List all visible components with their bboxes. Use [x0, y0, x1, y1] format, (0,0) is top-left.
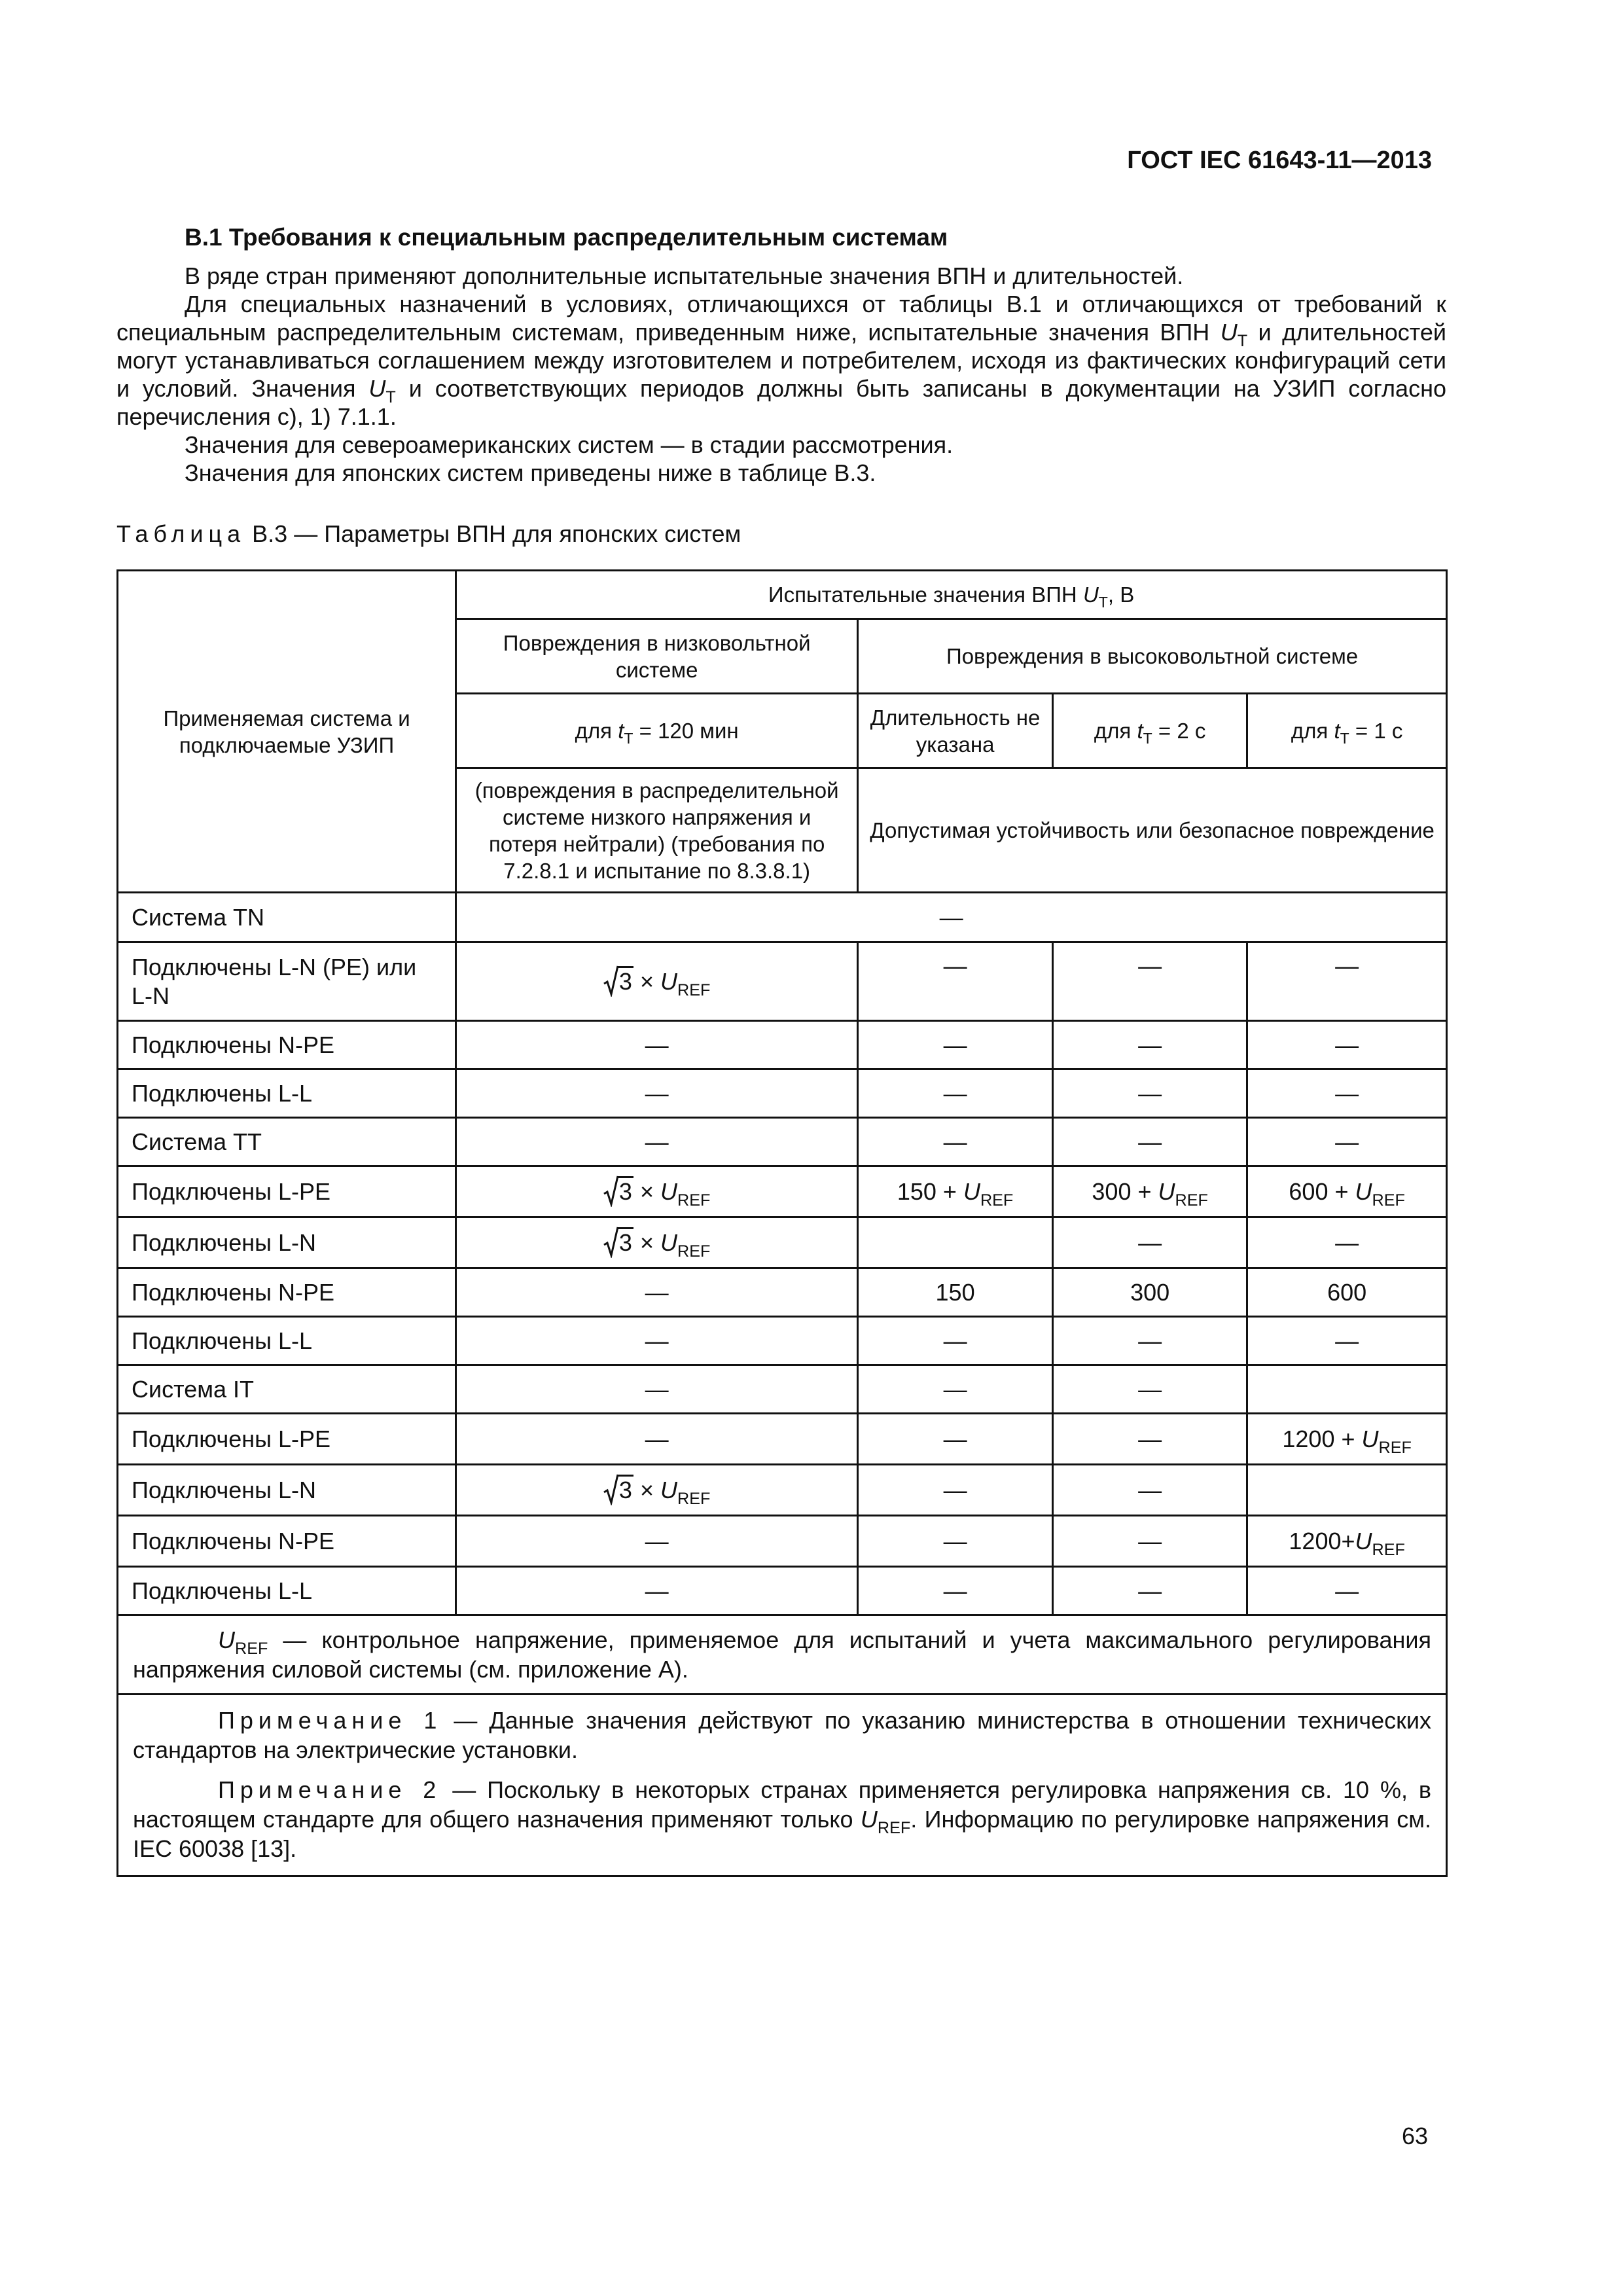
row-label: Подключены L-N — [118, 1465, 456, 1516]
row-label: Подключены L-N — [118, 1217, 456, 1268]
row-label: Подключены N-PE — [118, 1268, 456, 1317]
note-2: Примечание 2 — Поскольку в некоторых странах применяется регулировка напряжения св. 10 %, в настоящем стандарте для общего назначения применяют только $U_{REF}$. Информацию по регулировке напряжения см. IEC 60038 [13]. — [133, 1776, 1431, 1862]
cell-value: $1200 + U_{REF}$ — [1247, 1414, 1447, 1465]
cell-value: $1200+U_{REF}$ — [1247, 1516, 1447, 1567]
cell-value: — — [1052, 1317, 1247, 1365]
cell-value: — — [456, 1567, 858, 1615]
cell-value: — — [1052, 1567, 1247, 1615]
cell-value: — — [1052, 1365, 1247, 1414]
table-row — [118, 893, 1447, 942]
cell-value: — — [1052, 1516, 1247, 1567]
sqrt-symbol: 3 — [603, 1229, 633, 1257]
cell-value: — — [858, 942, 1053, 1021]
cell-empty — [1247, 1465, 1447, 1516]
table-caption: Таблица В.3 — Параметры ВПН для японских систем — [116, 520, 741, 547]
row-label: Подключены L-L — [118, 1069, 456, 1118]
table-row — [118, 1166, 1447, 1217]
table-row — [118, 1317, 1447, 1365]
row-label: Система IT — [118, 1365, 456, 1414]
header-low-voltage: Повреждения в низковольтной системе — [456, 619, 858, 694]
cell-value: — — [1052, 1465, 1247, 1516]
cell-value: — — [1247, 1118, 1447, 1166]
table-row — [118, 1268, 1447, 1317]
cell-value: $150 + U_{REF}$ — [858, 1166, 1053, 1217]
table-row — [118, 1516, 1447, 1567]
cell-empty — [858, 1217, 1053, 1268]
table-row — [118, 1567, 1447, 1615]
header-high-voltage: Повреждения в высоковольтной системе — [858, 619, 1447, 694]
table-row — [118, 1118, 1447, 1166]
cell-value: 600 — [1247, 1268, 1447, 1317]
cell-value: 300 — [1052, 1268, 1247, 1317]
header-system-column: Применяемая система и подключаемые УЗИП — [118, 571, 456, 893]
table-row — [118, 1069, 1447, 1118]
cell-value: — — [1247, 942, 1447, 1021]
cell-value: — — [1052, 1118, 1247, 1166]
table-row — [118, 1021, 1447, 1069]
cell-value: — — [858, 1021, 1053, 1069]
cell-value: — — [858, 1118, 1053, 1166]
cell-value: — — [858, 1516, 1053, 1567]
cell-value: — — [456, 1118, 858, 1166]
cell-empty — [1247, 1365, 1447, 1414]
uref-note: $U_{REF}$ — контрольное напряжение, применяемое для испытаний и учета максимального регулирования напряжения силовой системы (см. приложение А). — [118, 1615, 1447, 1695]
cell-formula: $3 \times U_{REF}$ — [456, 1465, 858, 1516]
header-t2: для $t_T = 2$ с — [1052, 694, 1247, 768]
header-t1: для $t_T = 1$ с — [1247, 694, 1447, 768]
cell-value: — — [858, 1365, 1053, 1414]
cell-value: — — [1247, 1217, 1447, 1268]
paragraph-1: В ряде стран применяют дополнительные испытательные значения ВПН и длительностей. — [185, 262, 1184, 289]
cell-value: — — [456, 1516, 858, 1567]
row-label: Подключены N-PE — [118, 1021, 456, 1069]
cell-value: — — [1247, 1317, 1447, 1365]
header-high-description: Допустимая устойчивость или безопасное повреждение — [858, 768, 1447, 893]
cell-value: — — [456, 893, 1447, 942]
cell-formula: $3 \times U_{REF}$ — [456, 1166, 858, 1217]
paragraph-2: Для специальных назначений в условиях, отличающихся от таблицы В.1 и отличающихся от требований к специальным распределительным системам, приведенным ниже, испытательные значения ВПН $U_T$ и длительностей могут устанавливаться соглашением между изготовителем и потребителем, исходя из фактических конфигураций сети и условий. Значения $U_T$ и соответствующих периодов должны быть записаны в документации на УЗИП согласно перечисления с), 1) 7.1.1. — [116, 291, 1446, 430]
sqrt-symbol: 3 — [603, 1178, 633, 1206]
cell-value: — — [858, 1414, 1053, 1465]
row-label: Подключены L-PE — [118, 1166, 456, 1217]
sqrt-symbol: 3 — [603, 968, 633, 996]
header-duration-unspecified: Длительность не указана — [858, 694, 1053, 768]
header-t120: для $t_T = 120$ мин — [456, 694, 858, 768]
table-row — [118, 1217, 1447, 1268]
cell-value: $300 + U_{REF}$ — [1052, 1166, 1247, 1217]
header-low-description: (повреждения в распределительной системе низкого напряжения и потеря нейтрали) (требования по 7.2.8.1 и испытание по 8.3.8.1) — [456, 768, 858, 893]
notes-row — [118, 1695, 1447, 1876]
section-title: В.1 Требования к специальным распределительным системам — [185, 224, 948, 251]
row-label: Подключены L-L — [118, 1567, 456, 1615]
table-row — [118, 1365, 1447, 1414]
cell-formula: $3 \times U_{REF}$ — [456, 1217, 858, 1268]
cell-value: 150 — [858, 1268, 1053, 1317]
table-row — [118, 1465, 1447, 1516]
cell-value: — — [456, 1365, 858, 1414]
cell-value: — — [858, 1465, 1053, 1516]
cell-value: — — [1247, 1021, 1447, 1069]
row-label: Подключены L-N (PE) или L-N — [118, 942, 456, 1021]
cell-value: — — [456, 1268, 858, 1317]
cell-value: — — [456, 1069, 858, 1118]
paragraph-4: Значения для японских систем приведены ниже в таблице В.3. — [185, 459, 876, 486]
row-label: Система TN — [118, 893, 456, 942]
cell-value: — — [858, 1069, 1053, 1118]
table-row — [118, 1414, 1447, 1465]
cell-value: — — [1247, 1069, 1447, 1118]
cell-value: — — [858, 1567, 1053, 1615]
document-code-header: ГОСТ IEC 61643-11—2013 — [1127, 147, 1432, 174]
cell-value: — — [1052, 942, 1247, 1021]
cell-value: — — [1052, 1414, 1247, 1465]
row-label: Система TT — [118, 1118, 456, 1166]
cell-value: — — [1247, 1567, 1447, 1615]
vpn-parameters-table — [116, 569, 1448, 1877]
table-row — [118, 942, 1447, 1021]
cell-value: — — [456, 1414, 858, 1465]
row-label: Подключены N-PE — [118, 1516, 456, 1567]
page-number: 63 — [1401, 2123, 1428, 2149]
cell-value: — — [456, 1317, 858, 1365]
cell-value: — — [1052, 1069, 1247, 1118]
body-text — [116, 262, 1446, 487]
row-label: Подключены L-L — [118, 1317, 456, 1365]
cell-value: — — [456, 1021, 858, 1069]
header-row-1 — [118, 571, 1447, 619]
cell-value: $600 + U_{REF}$ — [1247, 1166, 1447, 1217]
cell-value: — — [1052, 1021, 1247, 1069]
sqrt-symbol: 3 — [603, 1477, 633, 1504]
cell-formula: $3 \times U_{REF}$ — [456, 942, 858, 1021]
cell-value: — — [858, 1317, 1053, 1365]
paragraph-3: Значения для североамериканских систем — в стадии рассмотрения. — [185, 431, 954, 458]
header-test-values: Испытательные значения ВПН $U_T$, В — [456, 571, 1447, 619]
uref-note-row — [118, 1615, 1447, 1695]
row-label: Подключены L-PE — [118, 1414, 456, 1465]
notes — [118, 1695, 1447, 1876]
cell-value: — — [1052, 1217, 1247, 1268]
note-1: Примечание 1 — Данные значения действуют по указанию министерства в отношении технических стандартов на электрические установки. — [133, 1707, 1431, 1763]
